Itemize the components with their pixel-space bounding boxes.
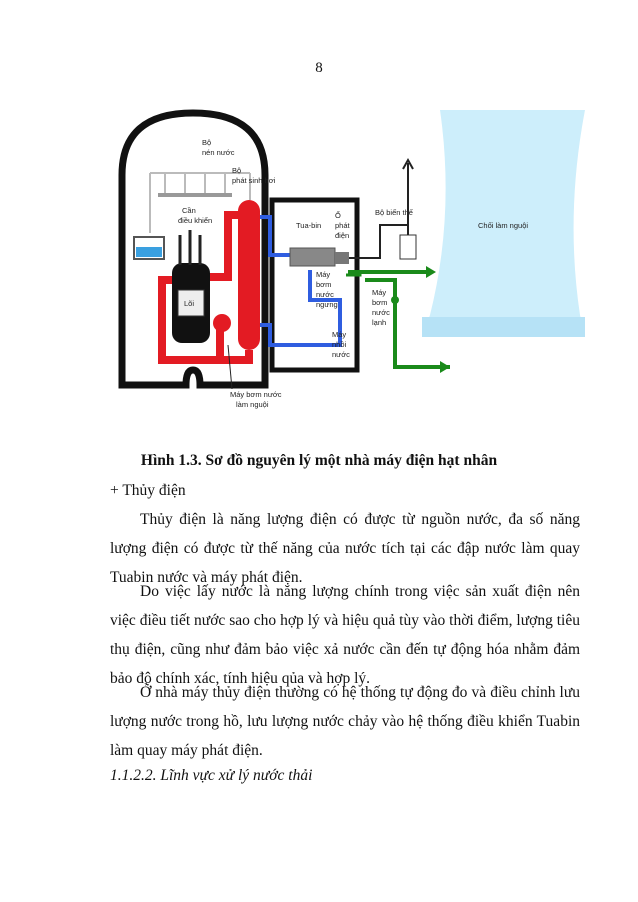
label-feed-pump-3: nước [332,350,350,359]
label-feed-pump-2: nhồi [332,340,347,349]
label-cooling-tower: Chối làm nguội [478,221,529,230]
paragraph-1: Thủy điện là năng lượng điện có được từ nguồn nước, đa số năng lượng điện có được từ thế năng của nước tích tại các đập nước làm quay Tuabin nước và máy phát điện. [110,511,580,586]
page-number: 8 [315,60,323,76]
label-generator-3: điện [335,231,350,240]
diagram-svg [110,105,590,430]
label-coolant-pump-1: Máy bơm nước [230,390,282,399]
steam-generator [238,200,260,350]
label-cold-water-pump-1: Máy [372,288,387,297]
label-steam-generator-1: Bộ [232,166,242,175]
label-generator-2: phát [335,221,350,230]
label-cold-water-pump-2: bơm [372,298,388,307]
turbine [290,248,335,266]
label-cold-water-pump-4: lạnh [372,318,387,327]
label-transformer: Bộ biến thế [375,208,413,217]
label-turbine: Tua-bin [296,221,322,230]
label-coolant-pump-2: làm nguội [236,400,269,409]
label-condensate-pump-2: bơm [316,280,332,289]
label-condensate-pump-1: Máy [316,270,331,279]
paragraph-2: Do việc lấy nước là năng lượng chính trong việc sản xuất điện nên việc điều tiết nước sao cho hợp lý và hiệu quả tùy vào thời điểm, lượng tiêu thụ điện, cũng như đảm bảo việc xả nước cần đến tự động hóa nhằm đảm bảo độ chính xác, tính hiệu qủa và hợp lý. [110,583,580,687]
label-pressurizer-2: nén nước [202,148,235,157]
label-condensate-pump-4: ngưng [316,300,338,309]
label-control-rods-2: điều khiển [178,216,213,225]
transformer [400,235,416,259]
nuclear-plant-diagram [110,105,590,430]
label-cold-water-pump-3: nước [372,308,390,317]
generator [335,252,349,264]
label-pressurizer-1: Bộ [202,138,212,147]
label-core: Lõi [184,299,195,308]
label-steam-generator-2: phát sinh hơi [232,176,276,185]
label-generator-1: Ổ [335,211,341,220]
figure-caption: Hình 1.3. Sơ đồ nguyên lý một nhà máy điện hạt nhân [140,452,498,469]
bullet-hydropower: + Thủy điện [110,482,186,499]
label-feed-pump-1: Máy [332,330,347,339]
label-condensate-pump-3: nước [316,290,334,299]
section-heading: 1.1.2.2. Lĩnh vực xử lý nước thải [110,767,313,784]
label-control-rods-1: Cần [182,206,196,215]
paragraph-3: Ở nhà máy thủy điện thường có hệ thống tự động đo và điều chỉnh lưu lượng nước trong hồ, lưu lượng nước chảy vào hệ thống điều khiển Tuabin làm quay máy phát điện. [110,684,580,759]
